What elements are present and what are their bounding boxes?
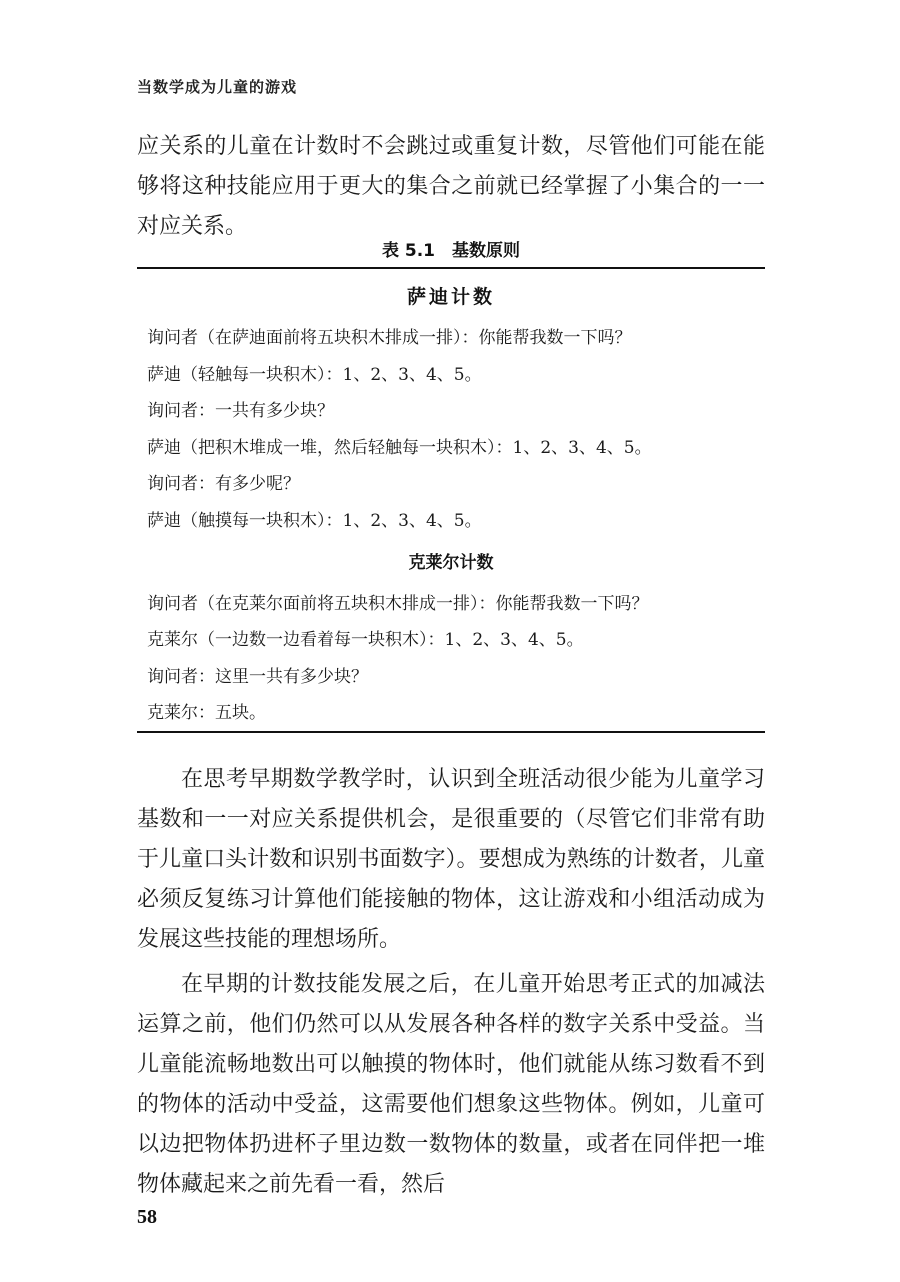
- table-section-heading: 克莱尔计数: [408, 553, 494, 573]
- body-paragraph: 应关系的儿童在计数时不会跳过或重复计数，尽管他们可能在能够将这种技能应用于更大的集合之前就已经掌握了小集合的一一对应关系。: [137, 134, 765, 239]
- dialogue-line: 萨迪（触摸每一块积木）：1、2、3、4、5。: [147, 510, 482, 531]
- table-section-heading: 萨迪计数: [406, 286, 495, 308]
- body-paragraph: 在思考早期数学教学时，认识到全班活动很少能为儿童学习基数和一一对应关系提供机会，是很重要的（尽管它们非常有助于儿童口头计数和识别书面数字）。要想成为熟练的计数者，儿童必须反复练习计算他们能接触的物体，这让游戏和小组活动成为发展这些技能的理想场所。: [137, 767, 765, 952]
- dialogue-line: 询问者：有多少呢？: [147, 474, 300, 495]
- dialogue-line: 询问者（在克莱尔面前将五块积木排成一排）：你能帮我数一下吗？: [147, 594, 649, 614]
- table-title: 表 5.1 基数原则: [381, 241, 521, 261]
- page-number: 58: [137, 1206, 157, 1228]
- dialogue-line: 克莱尔（一边数一边看着每一块积木）：1、2、3、4、5。: [147, 630, 584, 651]
- dialogue-line: 萨迪（把积木堆成一堆，然后轻触每一块积木）：1、2、3、4、5。: [147, 437, 652, 458]
- running-header: 当数学成为儿童的游戏: [137, 78, 298, 96]
- dialogue-line: 询问者（在萨迪面前将五块积木排成一排）：你能帮我数一下吗？: [147, 328, 632, 348]
- table-bottom-rule: [137, 731, 765, 733]
- dialogue-line: 萨迪（轻触每一块积木）：1、2、3、4、5。: [147, 364, 482, 385]
- table-top-rule: [137, 267, 765, 269]
- body-paragraph: 在早期的计数技能发展之后，在儿童开始思考正式的加减法运算之前，他们仍然可以从发展各种各样的数字关系中受益。当儿童能流畅地数出可以触摸的物体时，他们就能从练习数看不到的物体的活动中受益，这需要他们想象这些物体。例如，儿童可以边把物体扔进杯子里边数一数物体的数量，或者在同伴把一堆物体藏起来之前先看一看，然后: [137, 972, 765, 1197]
- dialogue-line: 询问者：这里一共有多少块？: [147, 666, 368, 687]
- dialogue-block: [147, 586, 757, 731]
- dialogue-block: [147, 320, 757, 540]
- dialogue-line: 询问者：一共有多少块？: [147, 401, 334, 422]
- dialogue-line: 克莱尔：五块。: [147, 702, 266, 723]
